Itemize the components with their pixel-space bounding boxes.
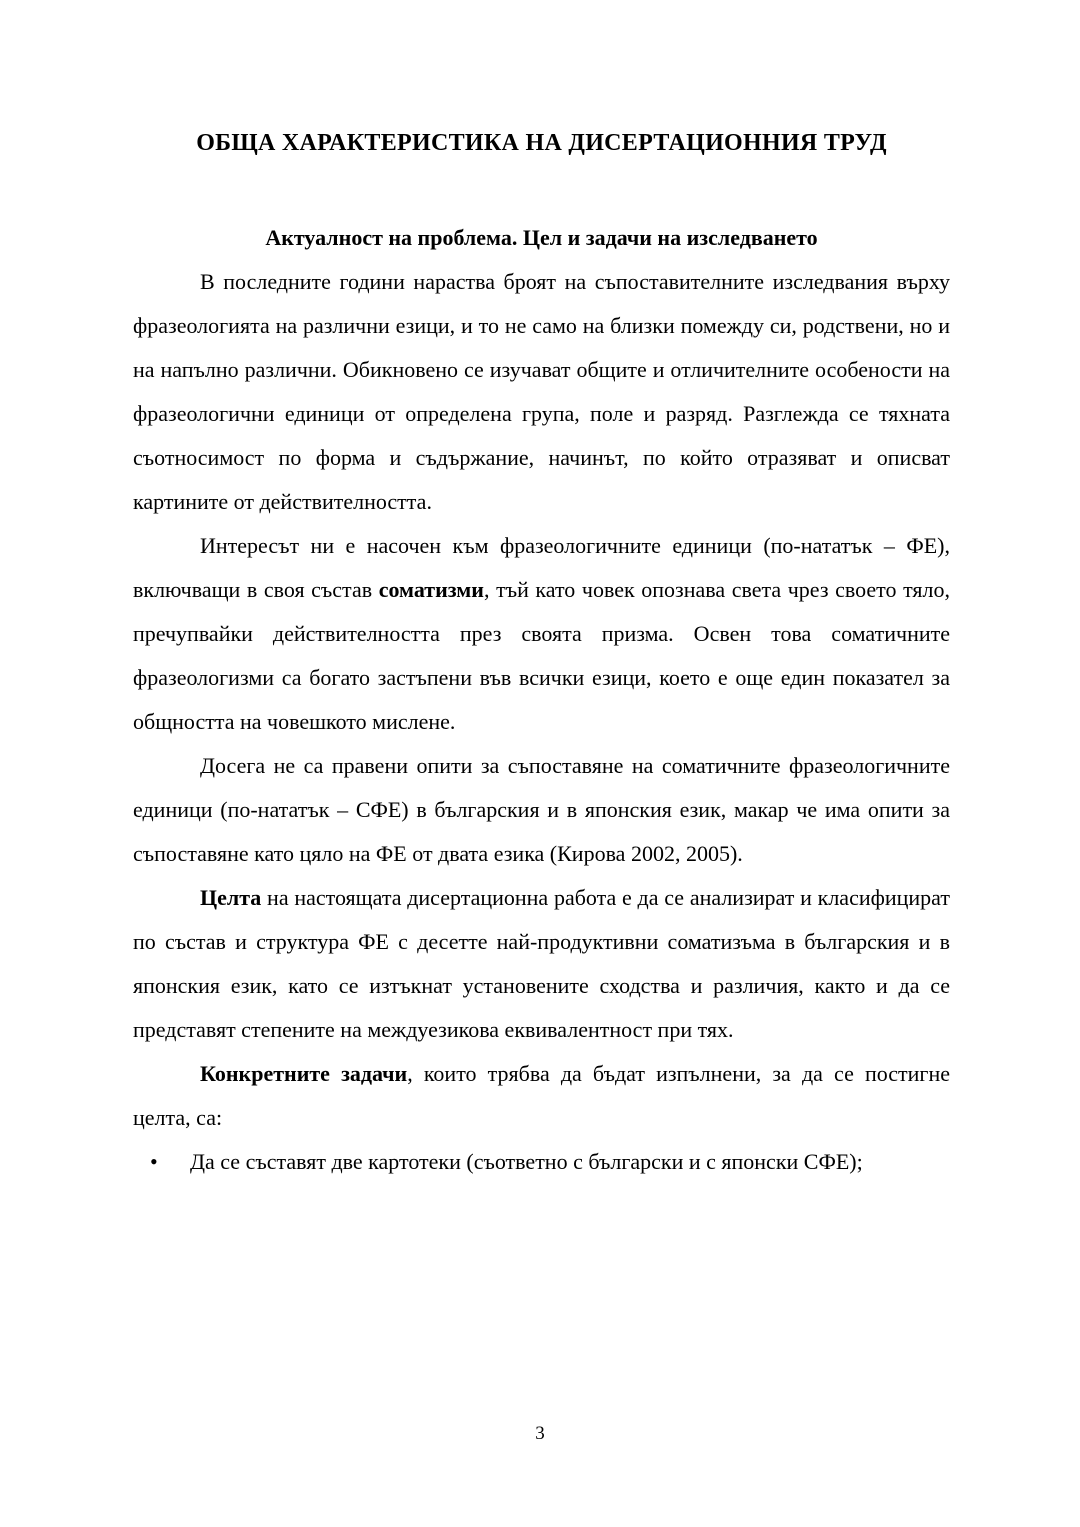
text-run: Целта: [200, 885, 262, 910]
paragraph: [133, 744, 950, 876]
text-run: , които трябва да бъдат изпълнени, за да се постигне целта, са:: [133, 1061, 950, 1130]
page-number: 3: [535, 1423, 545, 1444]
paragraph: [133, 260, 950, 524]
text-run: на настоящата дисертационна работа е да се анализират и класифицират по състав и структура ФЕ с десетте най-продуктивни соматизъма в българския и в японския език, като се изтъкнат установените сходства и различия, както и да се представят степените на междуезикова еквивалентност при тях.: [133, 885, 950, 1042]
section-heading: Актуалност на проблема. Цел и задачи на изследването: [265, 225, 818, 250]
text-run: Конкретните задачи: [200, 1061, 408, 1086]
text-run: соматизми: [378, 577, 484, 602]
text-run: В последните години нараства броят на съпоставителните изследвания върху фразеологията на различни езици, и то не само на близки помежду си, родствени, но и на напълно различни. Обикновено се изучават общите и отличителните особености на фразеологични единици от определена група, поле и разряд. Разглежда се тяхната съотносимост по форма и съдържание, начинът, по който отразяват и описват картините от действителността.: [133, 269, 950, 514]
text-run: Да се съставят две картотеки (съответно с български и с японски СФЕ);: [190, 1149, 863, 1174]
paragraph: [133, 876, 950, 1052]
bullet-marker: •: [150, 1149, 158, 1174]
text-run: , тъй като човек опознава света чрез своето тяло, пречупвайки действителността през своята призма. Освен това соматичните фразеологизми са богато застъпени във всички езици, което е още един показател за общността на човешкото мислене.: [133, 577, 950, 734]
text-run: Досега не са правени опити за съпоставяне на соматичните фразеологичните единици (по-нататък – СФЕ) в българския и в японския език, макар че има опити за съпоставяне като цяло на ФЕ от двата езика (Кирова 2002, 2005).: [133, 753, 950, 866]
document-body: [133, 260, 950, 1184]
paragraph: [133, 524, 950, 744]
document-title: ОБЩА ХАРАКТЕРИСТИКА НА ДИСЕРТАЦИОННИЯ ТРУД: [196, 130, 887, 156]
bullet-list-item: [133, 1140, 950, 1184]
text-run: Интересът ни е насочен към фразеологичните единици (по-нататък – ФЕ), включващи в своя състав: [133, 533, 950, 602]
paragraph: [133, 1052, 950, 1140]
